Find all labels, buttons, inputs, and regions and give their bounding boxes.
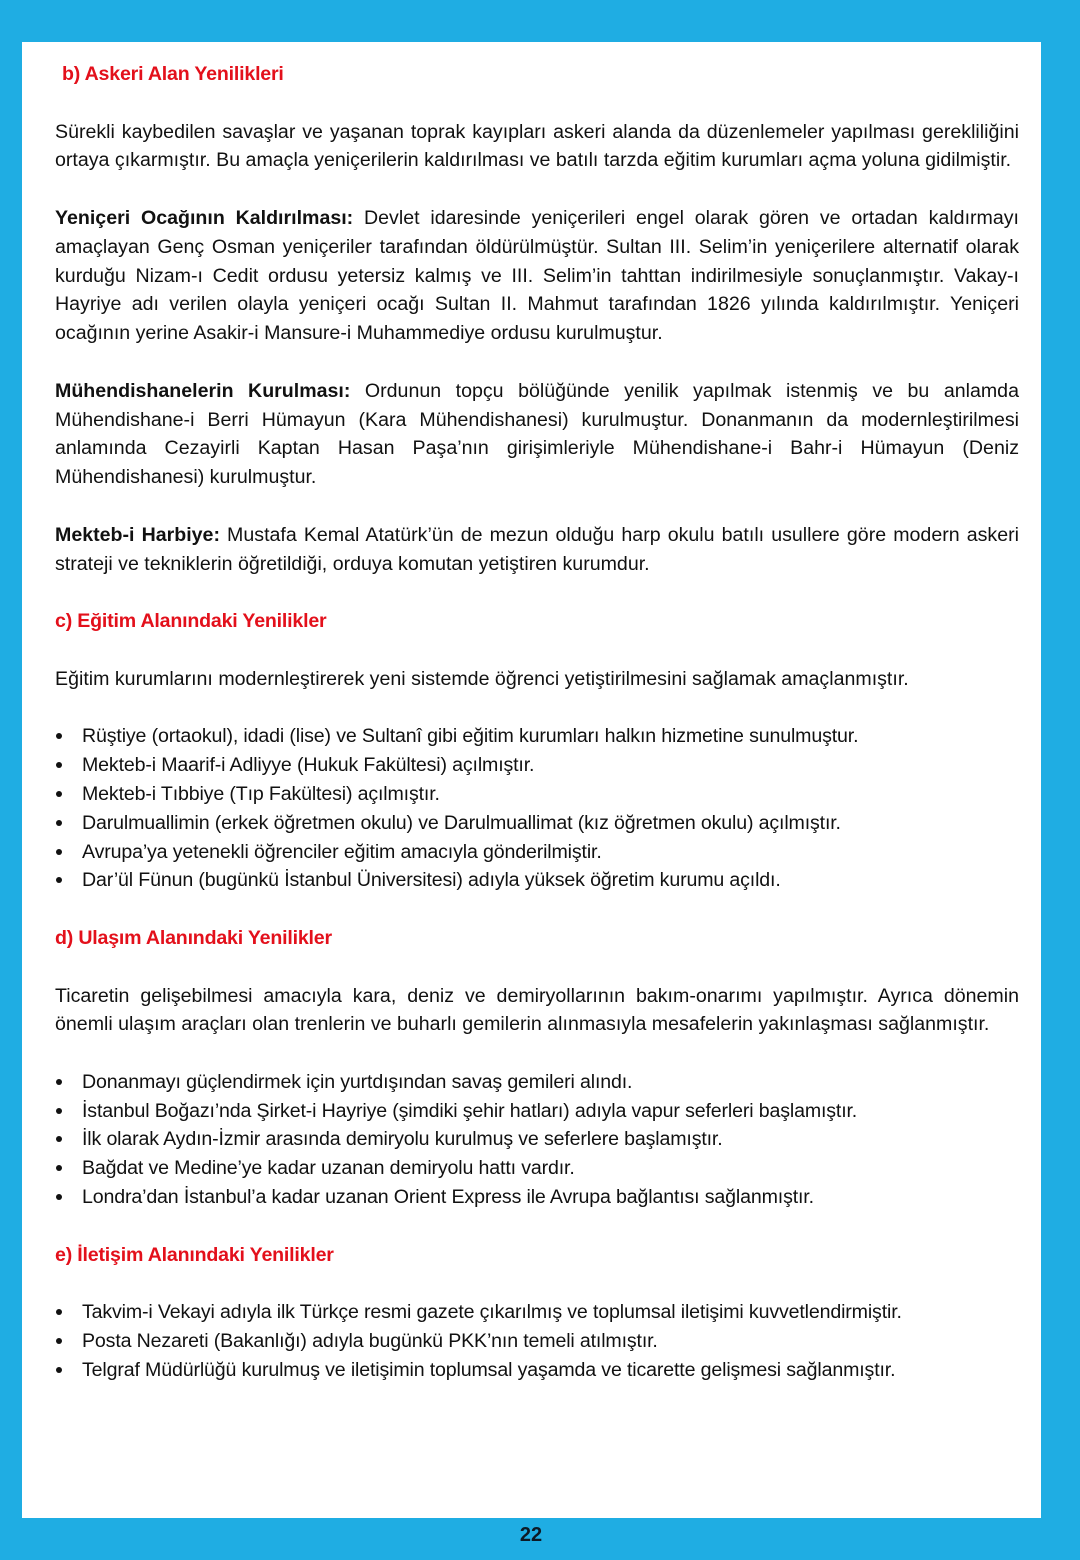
list-item [55, 1154, 1019, 1183]
list-item-text: Telgraf Müdürlüğü kurulmuş ve iletişimin toplumsal yaşamda ve ticarette gelişmesi sağlanmıştır. [82, 1358, 896, 1381]
bullet-list [55, 722, 1019, 895]
topic-text: Ordunun topçu bölüğünde yenilik yapılmak istenmiş ve bu anlamda Mühendishane-i Berri Hümayun (Kara Mühendishanesi) kurulmuştur. Donanmanın da modernleştirilmesi anlamında Cezayirli Kaptan Hasan Paşa’nın girişimleriyle Mühendishane-i Bahr-i Hümayun (Deniz Mühendishanesi) kurulmuştur. [55, 379, 1019, 489]
list-item [55, 866, 1019, 895]
list-item-text: Dar’ül Fünun (bugünkü İstanbul Üniversitesi) adıyla yüksek öğretim kurumu açıldı. [82, 869, 781, 892]
bullet-icon [56, 1108, 62, 1114]
topic-term: Mekteb-i Harbiye: [55, 523, 220, 546]
bullet-icon [56, 849, 62, 855]
section-heading: b) Askeri Alan Yenilikleri [62, 63, 284, 85]
list-item [55, 1356, 1019, 1385]
bullet-icon [56, 877, 62, 883]
page-content [55, 60, 1019, 1413]
bullet-icon [56, 762, 62, 768]
bullet-icon [56, 1136, 62, 1142]
list-item [55, 722, 1019, 751]
bullet-icon [56, 1367, 62, 1373]
section-military [55, 60, 1019, 578]
list-item-text: Mekteb-i Maarif-i Adliyye (Hukuk Fakültesi) açılmıştır. [82, 754, 535, 777]
bullet-list [55, 1068, 1019, 1212]
bullet-icon [56, 1079, 62, 1085]
section-heading: e) İletişim Alanındaki Yenilikler [55, 1243, 334, 1266]
list-item-text: Londra’dan İstanbul’a kadar uzanan Orient Express ile Avrupa bağlantısı sağlanmıştır. [82, 1186, 814, 1209]
topic-term: Mühendishanelerin Kurulması: [55, 379, 351, 402]
bullet-icon [56, 733, 62, 739]
topic-term: Yeniçeri Ocağının Kaldırılması: [55, 206, 354, 229]
list-item-text: Darulmuallimin (erkek öğretmen okulu) ve Darulmuallimat (kız öğretmen okulu) açılmıştır. [82, 811, 841, 834]
page-number: 22 [519, 1524, 543, 1546]
list-item [55, 809, 1019, 838]
section-education [55, 607, 1019, 895]
list-item [55, 1097, 1019, 1126]
list-item-text: İstanbul Boğazı’nda Şirket-i Hayriye (şimdiki şehir hatları) adıyla vapur seferleri başlamıştır. [82, 1099, 858, 1122]
list-item-text: Donanmayı güçlendirmek için yurtdışından savaş gemileri alındı. [82, 1070, 633, 1093]
list-item [55, 1327, 1019, 1356]
section-communication [55, 1241, 1019, 1385]
list-item-text: Takvim-i Vekayi adıyla ilk Türkçe resmi gazete çıkarılmış ve toplumsal iletişimi kuvvetlendirmiştir. [82, 1301, 902, 1324]
list-item-text: İlk olarak Aydın-İzmir arasında demiryolu kurulmuş ve seferlere başlamıştır. [82, 1128, 723, 1151]
list-item [55, 751, 1019, 780]
section-intro: Sürekli kaybedilen savaşlar ve yaşanan toprak kayıpları askeri alanda da düzenlemeler yapılması gerekliliğini ortaya çıkarmıştır. Bu amaçla yeniçerilerin kaldırılması ve batılı tarzda eğitim kurumları açma yoluna gidilmiştir. [55, 120, 1019, 172]
list-item [55, 780, 1019, 809]
list-item-text: Rüştiye (ortaokul), idadi (lise) ve Sultanî gibi eğitim kurumları halkın hizmetine sunulmuştur. [82, 725, 859, 748]
list-item [55, 1298, 1019, 1327]
list-item [55, 1183, 1019, 1212]
list-item-text: Posta Nezareti (Bakanlığı) adıyla bugünkü PKK’nın temeli atılmıştır. [82, 1330, 658, 1353]
section-intro: Ticaretin gelişebilmesi amacıyla kara, deniz ve demiryollarının bakım-onarımı yapılmıştır. Ayrıca dönemin önemli ulaşım araçları olan trenlerin ve buharlı gemilerin alınmasıyla mesafelerin yakınlaşması sağlanmıştır. [55, 984, 1019, 1036]
bullet-icon [56, 1165, 62, 1171]
list-item-text: Avrupa’ya yetenekli öğrenciler eğitim amacıyla gönderilmiştir. [82, 840, 602, 863]
bullet-icon [56, 1194, 62, 1200]
list-item-text: Bağdat ve Medine’ye kadar uzanan demiryolu hattı vardır. [82, 1157, 575, 1180]
topic-paragraph [55, 204, 1019, 348]
topic-text: Devlet idaresinde yeniçerileri engel olarak gören ve ortadan kaldırmayı amaçlayan Genç Osman yeniçeriler tarafından öldürülmüştür. Sultan III. Selim’in yeniçerilere alternatif olarak kurduğu Nizam-ı Cedit ordusu yetersiz kalmış ve III. Selim’in tahttan indirilmesiyle sonuçlanmıştır. Vakay-ı Hayriye adı verilen olayla yeniçeri ocağı Sultan II. Mahmut tarafından 1826 yılında kaldırılmıştır. Yeniçeri ocağının yerine Asakir-i Mansure-i Muhammediye ordusu kurulmuştur. [55, 206, 1019, 345]
bullet-icon [56, 791, 62, 797]
bullet-icon [56, 1309, 62, 1315]
document-page [22, 42, 1041, 1518]
list-item [55, 1125, 1019, 1154]
topic-paragraph [55, 521, 1019, 579]
list-item [55, 1068, 1019, 1097]
topic-paragraph [55, 377, 1019, 492]
bullet-list [55, 1298, 1019, 1384]
section-intro: Eğitim kurumlarını modernleştirerek yeni sistemde öğrenci yetiştirilmesini sağlamak amaçlanmıştır. [55, 667, 909, 690]
topic-text: Mustafa Kemal Atatürk’ün de mezun olduğu harp okulu batılı usullere göre modern askeri strateji ve tekniklerin öğretildiği, orduya komutan yetiştiren kurumdur. [55, 523, 1019, 575]
list-item-text: Mekteb-i Tıbbiye (Tıp Fakültesi) açılmıştır. [82, 782, 440, 805]
bullet-icon [56, 1338, 62, 1344]
bullet-icon [56, 820, 62, 826]
list-item [55, 838, 1019, 867]
section-heading: d) Ulaşım Alanındaki Yenilikler [55, 926, 332, 949]
section-heading: c) Eğitim Alanındaki Yenilikler [55, 610, 327, 633]
section-transport [55, 924, 1019, 1212]
